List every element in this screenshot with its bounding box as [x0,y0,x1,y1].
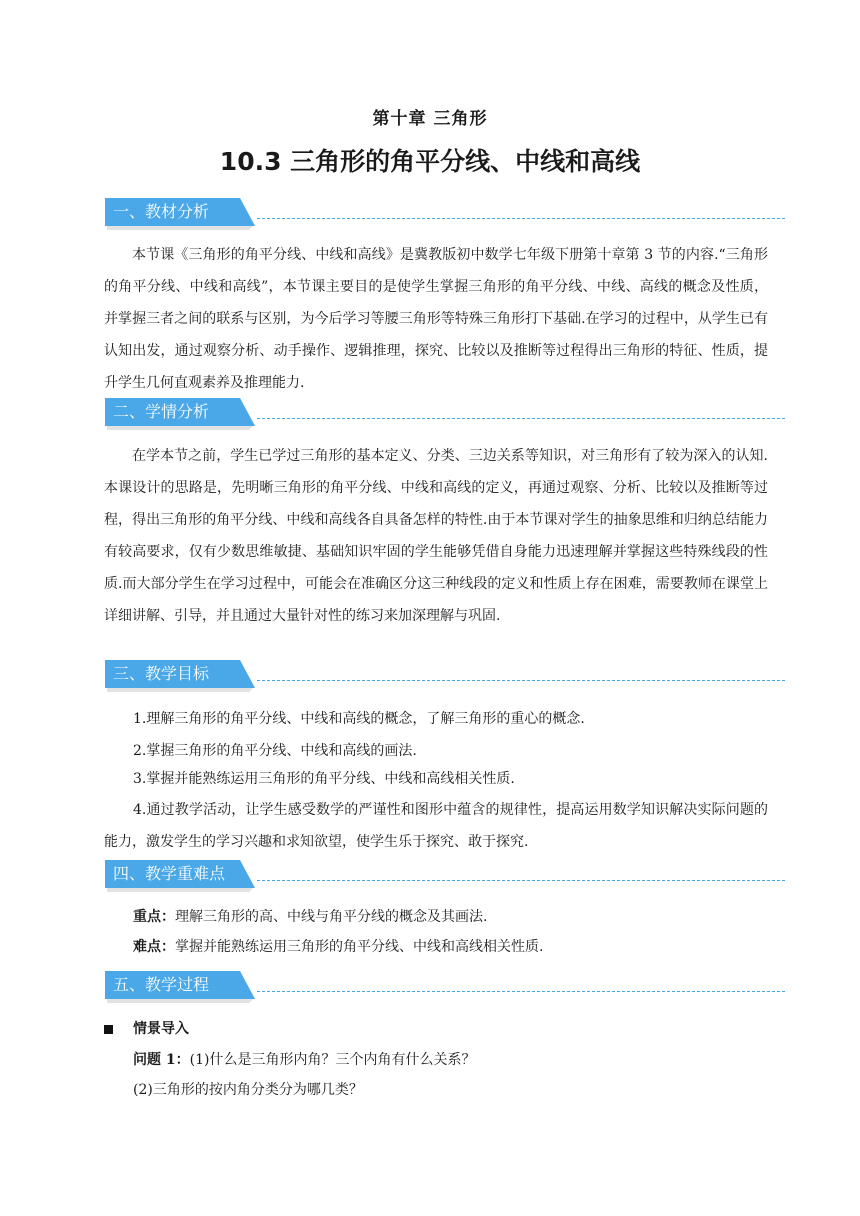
question-1-part-2: (2)三角形的按内角分类分为哪几类？ [133,1082,363,1098]
lesson-title: 10.3 三角形的角平分线、中线和高线 [219,147,641,176]
section-header-3 [105,660,785,694]
section-header-4 [105,860,785,894]
section-label: 三、教学目标 [113,664,210,683]
key-point-text: 理解三角形的高、中线与角平分线的概念及其画法. [175,909,488,925]
dashed-divider [257,991,785,992]
objective-item: 1.理解三角形的角平分线、中线和高线的概念，了解三角形的重心的概念. [133,711,585,727]
section-label: 五、教学过程 [113,975,210,994]
section-label: 二、学情分析 [113,402,210,421]
dashed-divider [257,680,785,681]
difficult-point-text: 掌握并能熟练运用三角形的角平分线、中线和高线相关性质. [175,939,544,955]
textbook-analysis-paragraph: 本节课《三角形的角平分线、中线和高线》是冀教版初中数学七年级下册第十章第 3 节的内容.“三角形的角平分线、中线和高线”，本节课主要目的是使学生掌握三角形的角平分线、中线、高线的概念及性质，并掌握三者之间的联系与区别，为今后学习等腰三角形等特殊三角形打下基础.在学习的过程中，从学生已有认知出发，通过观察分析、动手操作、逻辑推理，探究、比较以及推断等过程得出三角形的特征、性质，提升学生几何直观素养及推理能力. [104,247,768,391]
scenario-intro-heading: 情景导入 [133,1021,189,1037]
square-bullet-icon [104,1025,113,1034]
section-label: 一、教材分析 [113,202,210,221]
objective-item: 4.通过教学活动，让学生感受数学的严谨性和图形中蕴含的规律性，提高运用数学知识解决实际问题的能力，激发学生的学习兴趣和求知欲望，使学生乐于探究、敢于探究. [104,802,768,850]
section-header-5 [105,971,785,1005]
difficult-point [133,937,543,957]
objective-item: 3.掌握并能熟练运用三角形的角平分线、中线和高线相关性质. [133,771,515,787]
key-point [133,907,487,927]
dashed-divider [257,218,785,219]
question-1-label: 问题 1： [133,1052,190,1068]
difficult-point-label: 难点： [133,939,175,955]
question-1-text: (1)什么是三角形内角？三个内角有什么关系？ [189,1052,476,1068]
question-1 [133,1050,475,1070]
section-header-2 [105,398,785,432]
dashed-divider [257,880,785,881]
chapter-heading: 第十章 三角形 [372,109,488,129]
section-header-1 [105,198,785,232]
objective-item: 2.掌握三角形的角平分线、中线和高线的画法. [133,743,417,759]
section-label: 四、教学重难点 [113,864,226,883]
dashed-divider [257,418,785,419]
key-point-label: 重点： [133,909,175,925]
student-analysis-paragraph: 在学本节之前，学生已学过三角形的基本定义、分类、三边关系等知识，对三角形有了较为深入的认知.本课设计的思路是，先明晰三角形的角平分线、中线和高线的定义，再通过观察、分析、比较以及推断等过程，得出三角形的角平分线、中线和高线各自具备怎样的特性.由于本节课对学生的抽象思维和归纳总结能力有较高要求，仅有少数思维敏捷、基础知识牢固的学生能够凭借自身能力迅速理解并掌握这些特殊线段的性质.而大部分学生在学习过程中，可能会在准确区分这三种线段的定义和性质上存在困难，需要教师在课堂上详细讲解、引导，并且通过大量针对性的练习来加深理解与巩固. [104,448,768,624]
